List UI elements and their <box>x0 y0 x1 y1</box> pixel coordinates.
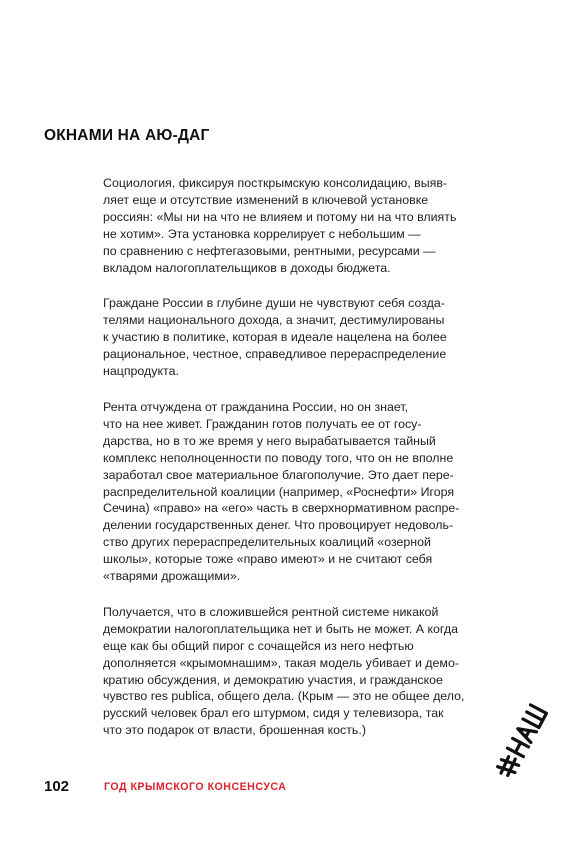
hashtag-nash-icon <box>488 688 558 783</box>
text-line: ство других перераспределительных коалиций «озерной <box>103 535 431 550</box>
text-line: кратию обсуждения, и демократию участия, и гражданское <box>103 672 443 687</box>
text-line: рациональное, честное, справедливое перераспределение <box>103 347 447 362</box>
section-title: ОКНАМИ НА АЮ-ДАГ <box>44 127 210 144</box>
paragraph <box>103 175 503 276</box>
paragraph <box>103 295 503 380</box>
page-footer <box>0 778 571 798</box>
text-line: Социология, фиксируя посткрымскую консолидацию, выяв- <box>103 176 448 190</box>
text-line: комплекс неполноценности по поводу того, что он не вполне <box>103 450 454 465</box>
article-body <box>103 175 503 758</box>
text-line: по сравнению с нефтегазовыми, рентными, ресурсами — <box>103 243 436 258</box>
text-line: школы», которые тоже «право имеют» и не считают себя <box>103 552 433 567</box>
text-line: распределительной коалиции (например, «Роснефти» Игоря <box>103 484 455 499</box>
text-line: россиян: «Мы ни на что не влияем и потому ни на что влиять <box>103 209 457 224</box>
text-line: «тварями дрожащими». <box>103 569 241 584</box>
text-line: Рента отчуждена от гражданина России, но он знает, <box>103 399 409 414</box>
text-line: дополняется «крымомнашим», такая модель убивает и демо- <box>103 655 459 670</box>
text-line: еще как бы общий пирог с сочащейся из него нефтью <box>103 638 414 653</box>
page-number: 102 <box>44 778 70 795</box>
text-line: нацпродукта. <box>103 364 179 379</box>
text-line: чувство res publica, общего дела. (Крым — это не общее дело, <box>103 689 465 704</box>
paragraph <box>103 604 503 739</box>
text-line: что это подарок от власти, брошенная кость.) <box>103 723 366 738</box>
running-title: ГОД КРЫМСКОГО КОНСЕНСУСА <box>104 781 287 793</box>
text-line: к участию в политике, которая в идеале нацелена на более <box>103 330 447 345</box>
text-line: ляет еще и отсутствие изменений в ключевой установке <box>103 192 429 207</box>
text-line: телями национального дохода, а значит, дестимулированы <box>103 313 445 328</box>
text-line: Получается, что в сложившейся рентной системе никакой <box>103 604 439 619</box>
text-line: русский человек брал его штурмом, сидя у телевизора, так <box>103 706 444 721</box>
text-line: вкладом налогоплательщиков в доходы бюджета. <box>103 260 391 275</box>
paragraph <box>103 399 503 585</box>
text-line: Сечина) «право» на «его» часть в сверхнормативном распре- <box>103 501 460 516</box>
text-line: что на нее живет. Гражданин готов получать ее от госу- <box>103 416 422 431</box>
text-line: не хотим». Эта установка коррелирует с небольшим — <box>103 226 421 241</box>
text-line: заработал свое материальное благополучие. Это дает пере- <box>103 467 454 482</box>
text-line: демократии налогоплательщика нет и быть не может. А когда <box>103 621 458 636</box>
text-line: Граждане России в глубине души не чувствуют себя созда- <box>103 296 445 311</box>
text-line: дарства, но в то же время у него вырабатывается тайный <box>103 433 436 448</box>
text-line: делении государственных денег. Что провоцирует недоволь- <box>103 518 454 533</box>
